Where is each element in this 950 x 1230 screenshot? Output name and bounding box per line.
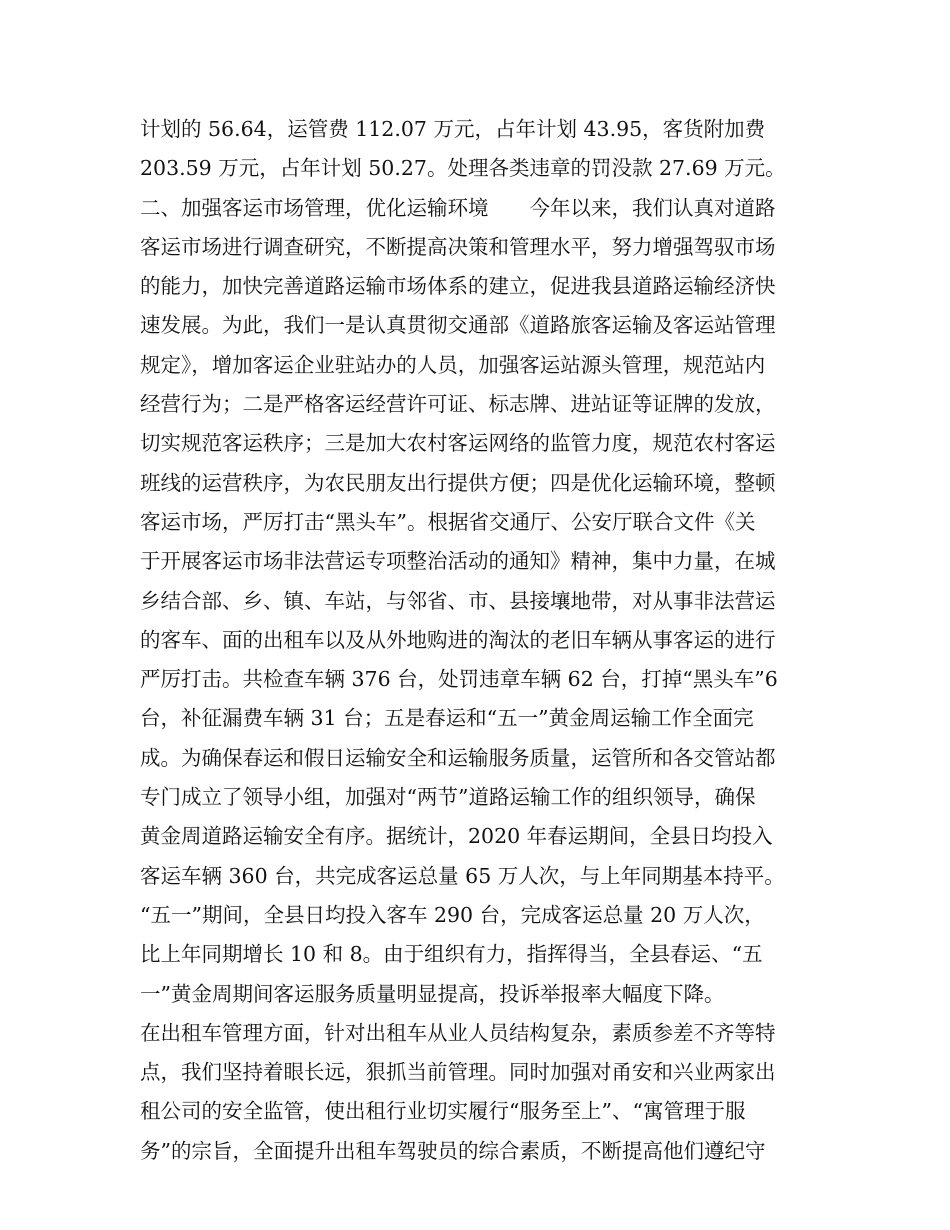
text-line: 成。为确保春运和假日运输安全和运输服务质量，运管所和各交管站都 [140,745,776,770]
text-line: 黄金周道路运输安全有序。据统计，2020 年春运期间，全县日均投入 [140,824,773,849]
text-line: 于开展客运市场非法营运专项整治活动的通知》精神，集中力量，在城 [140,549,776,574]
text-line: 客运车辆 360 台，共完成客运总量 65 万人次，与上年同期基本持平。 [140,863,785,888]
text-line: 客运市场，严厉打击“黑头车”。根据省交通厅、公安厅联合文件《关 [140,509,756,534]
text-line: 的能力，加快完善道路运输市场体系的建立，促进我县道路运输经济快 [140,274,776,299]
text-line: “五一”期间，全县日均投入客车 290 台，完成客运总量 20 万人次， [140,902,765,927]
text-line: 速发展。为此，我们一是认真贯彻交通部《道路旅客运输及客运站管理 [140,313,776,338]
text-line: 二、加强客运市场管理，优化运输环境 今年以来，我们认真对道路 [140,195,776,220]
text-line: 客运市场进行调查研究，不断提高决策和管理水平，努力增强驾驭市场 [140,234,776,259]
text-line: 专门成立了领导小组，加强对“两节”道路运输工作的组织领导，确保 [140,785,756,810]
text-line: 计划的 56.64，运管费 112.07 万元，占年计划 43.95，客货附加费 [140,117,766,141]
text-line: 203.59 万元，占年计划 50.27。处理各类违章的罚没款 27.69 万元。 [140,156,786,181]
text-line: 经营行为；二是严格客运经营许可证、标志牌、进站证等证牌的发放， [140,392,776,417]
text-line: 在出租车管理方面，针对出租车从业人员结构复杂，素质参差不齐等特 [140,1020,776,1045]
text-line: 比上年同期增长 10 和 8。由于组织有力，指挥得当，全县春运、“五 [140,942,763,967]
text-line: 乡结合部、乡、镇、车站，与邻省、市、县接壤地带，对从事非法营运 [140,588,776,613]
text-line: 严厉打击。共检查车辆 376 台，处罚违章车辆 62 台，打掉“黑头车”6 [140,667,778,692]
text-line: 点，我们坚持着眼长远，狠抓当前管理。同时加强对甬安和兴业两家出 [140,1060,776,1085]
text-line: 台，补征漏费车辆 31 台；五是春运和“五一”黄金周运输工作全面完 [140,706,754,731]
text-line: 租公司的安全监管，使出租行业切实履行“服务至上”、“寓管理于服 [140,1099,746,1124]
text-line: 务”的宗旨，全面提升出租车驾驶员的综合素质，不断提高他们遵纪守 [140,1138,766,1163]
body-text [140,110,820,1171]
text-line: 规定》，增加客运企业驻站办的人员，加强客运站源头管理，规范站内 [140,352,766,377]
text-line: 切实规范客运秩序；三是加大农村客运网络的监管力度，规范农村客运 [140,431,776,456]
text-line: 的客车、面的出租车以及从外地购进的淘汰的老旧车辆从事客运的进行 [140,627,776,652]
text-line: 班线的运营秩序，为农民朋友出行提供方便；四是优化运输环境，整顿 [140,470,776,495]
text-line: 一”黄金周期间客运服务质量明显提高，投诉举报率大幅度下降。 [140,981,725,1006]
